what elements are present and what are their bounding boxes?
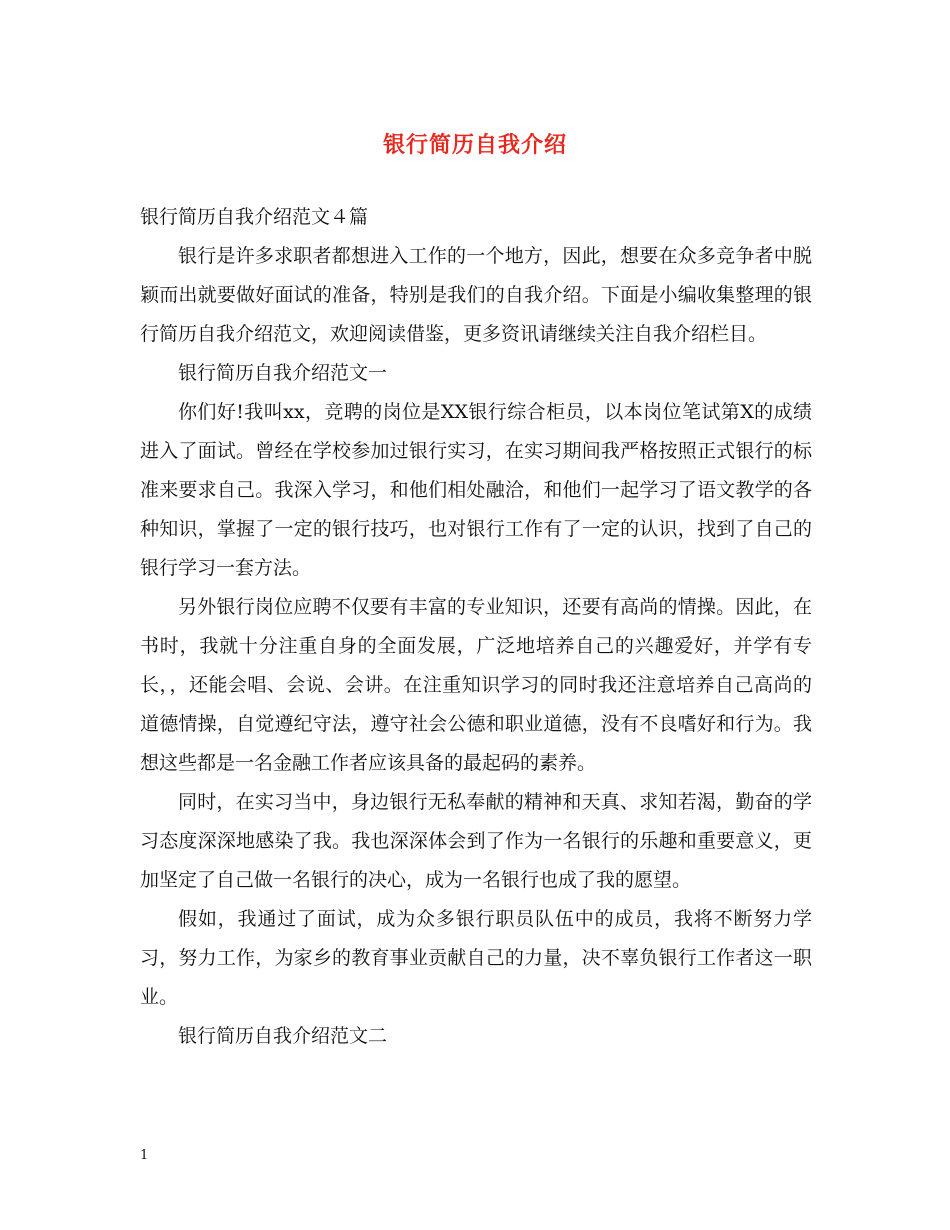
body-paragraph: 假如，我通过了面试，成为众多银行职员队伍中的成员，我将不断努力学习，努力工作，为家乡的教育事业贡献自己的力量，决不辜负银行工作者这一职业。 (140, 908, 812, 1008)
section-heading-sample-two: 银行简历自我介绍范文二 (178, 1025, 388, 1047)
body-paragraph: 另外银行岗位应聘不仅要有丰富的专业知识，还要有高尚的情操。因此，在书时，我就十分注重自身的全面发展，广泛地培养自己的兴趣爱好，并学有专长，，还能会唱、会说、会讲。在注重知识学习的同时我还注意培养自己高尚的道德情操，自觉遵纪守法，遵守社会公德和职业道德，没有不良嗜好和行为。我想这些都是一名金融工作者应该具备的最起码的素养。 (140, 596, 812, 774)
intro-paragraph: 银行是许多求职者都想进入工作的一个地方，因此，想要在众多竞争者中脱颖而出就要做好面试的准备，特别是我们的自我介绍。下面是小编收集整理的银行简历自我介绍范文，欢迎阅读借鉴，更多资讯请继续关注自我介绍栏目。 (140, 245, 812, 345)
document-body (140, 198, 812, 1056)
document-title: 银行简历自我介绍 (382, 132, 567, 158)
page-number: 1 (140, 1148, 149, 1163)
body-paragraph: 你们好!我叫xx，竞聘的岗位是XX银行综合柜员，以本岗位笔试第X的成绩进入了面试。曾经在学校参加过银行实习，在实习期间我严格按照正式银行的标准来要求自己。我深入学习，和他们相处融洽，和他们一起学习了语文教学的各种知识，掌握了一定的银行技巧，也对银行工作有了一定的认识，找到了自己的银行学习一套方法。 (140, 401, 812, 579)
body-paragraph: 同时，在实习当中，身边银行无私奉献的精神和天真、求知若渴，勤奋的学习态度深深地感染了我。我也深深体会到了作为一名银行的乐趣和重要意义，更加坚定了自己做一名银行的决心，成为一名银行也成了我的愿望。 (140, 791, 812, 891)
section-heading-sample-one: 银行简历自我介绍范文一 (178, 362, 388, 384)
document-subtitle: 银行简历自我介绍范文４篇 (140, 206, 369, 228)
